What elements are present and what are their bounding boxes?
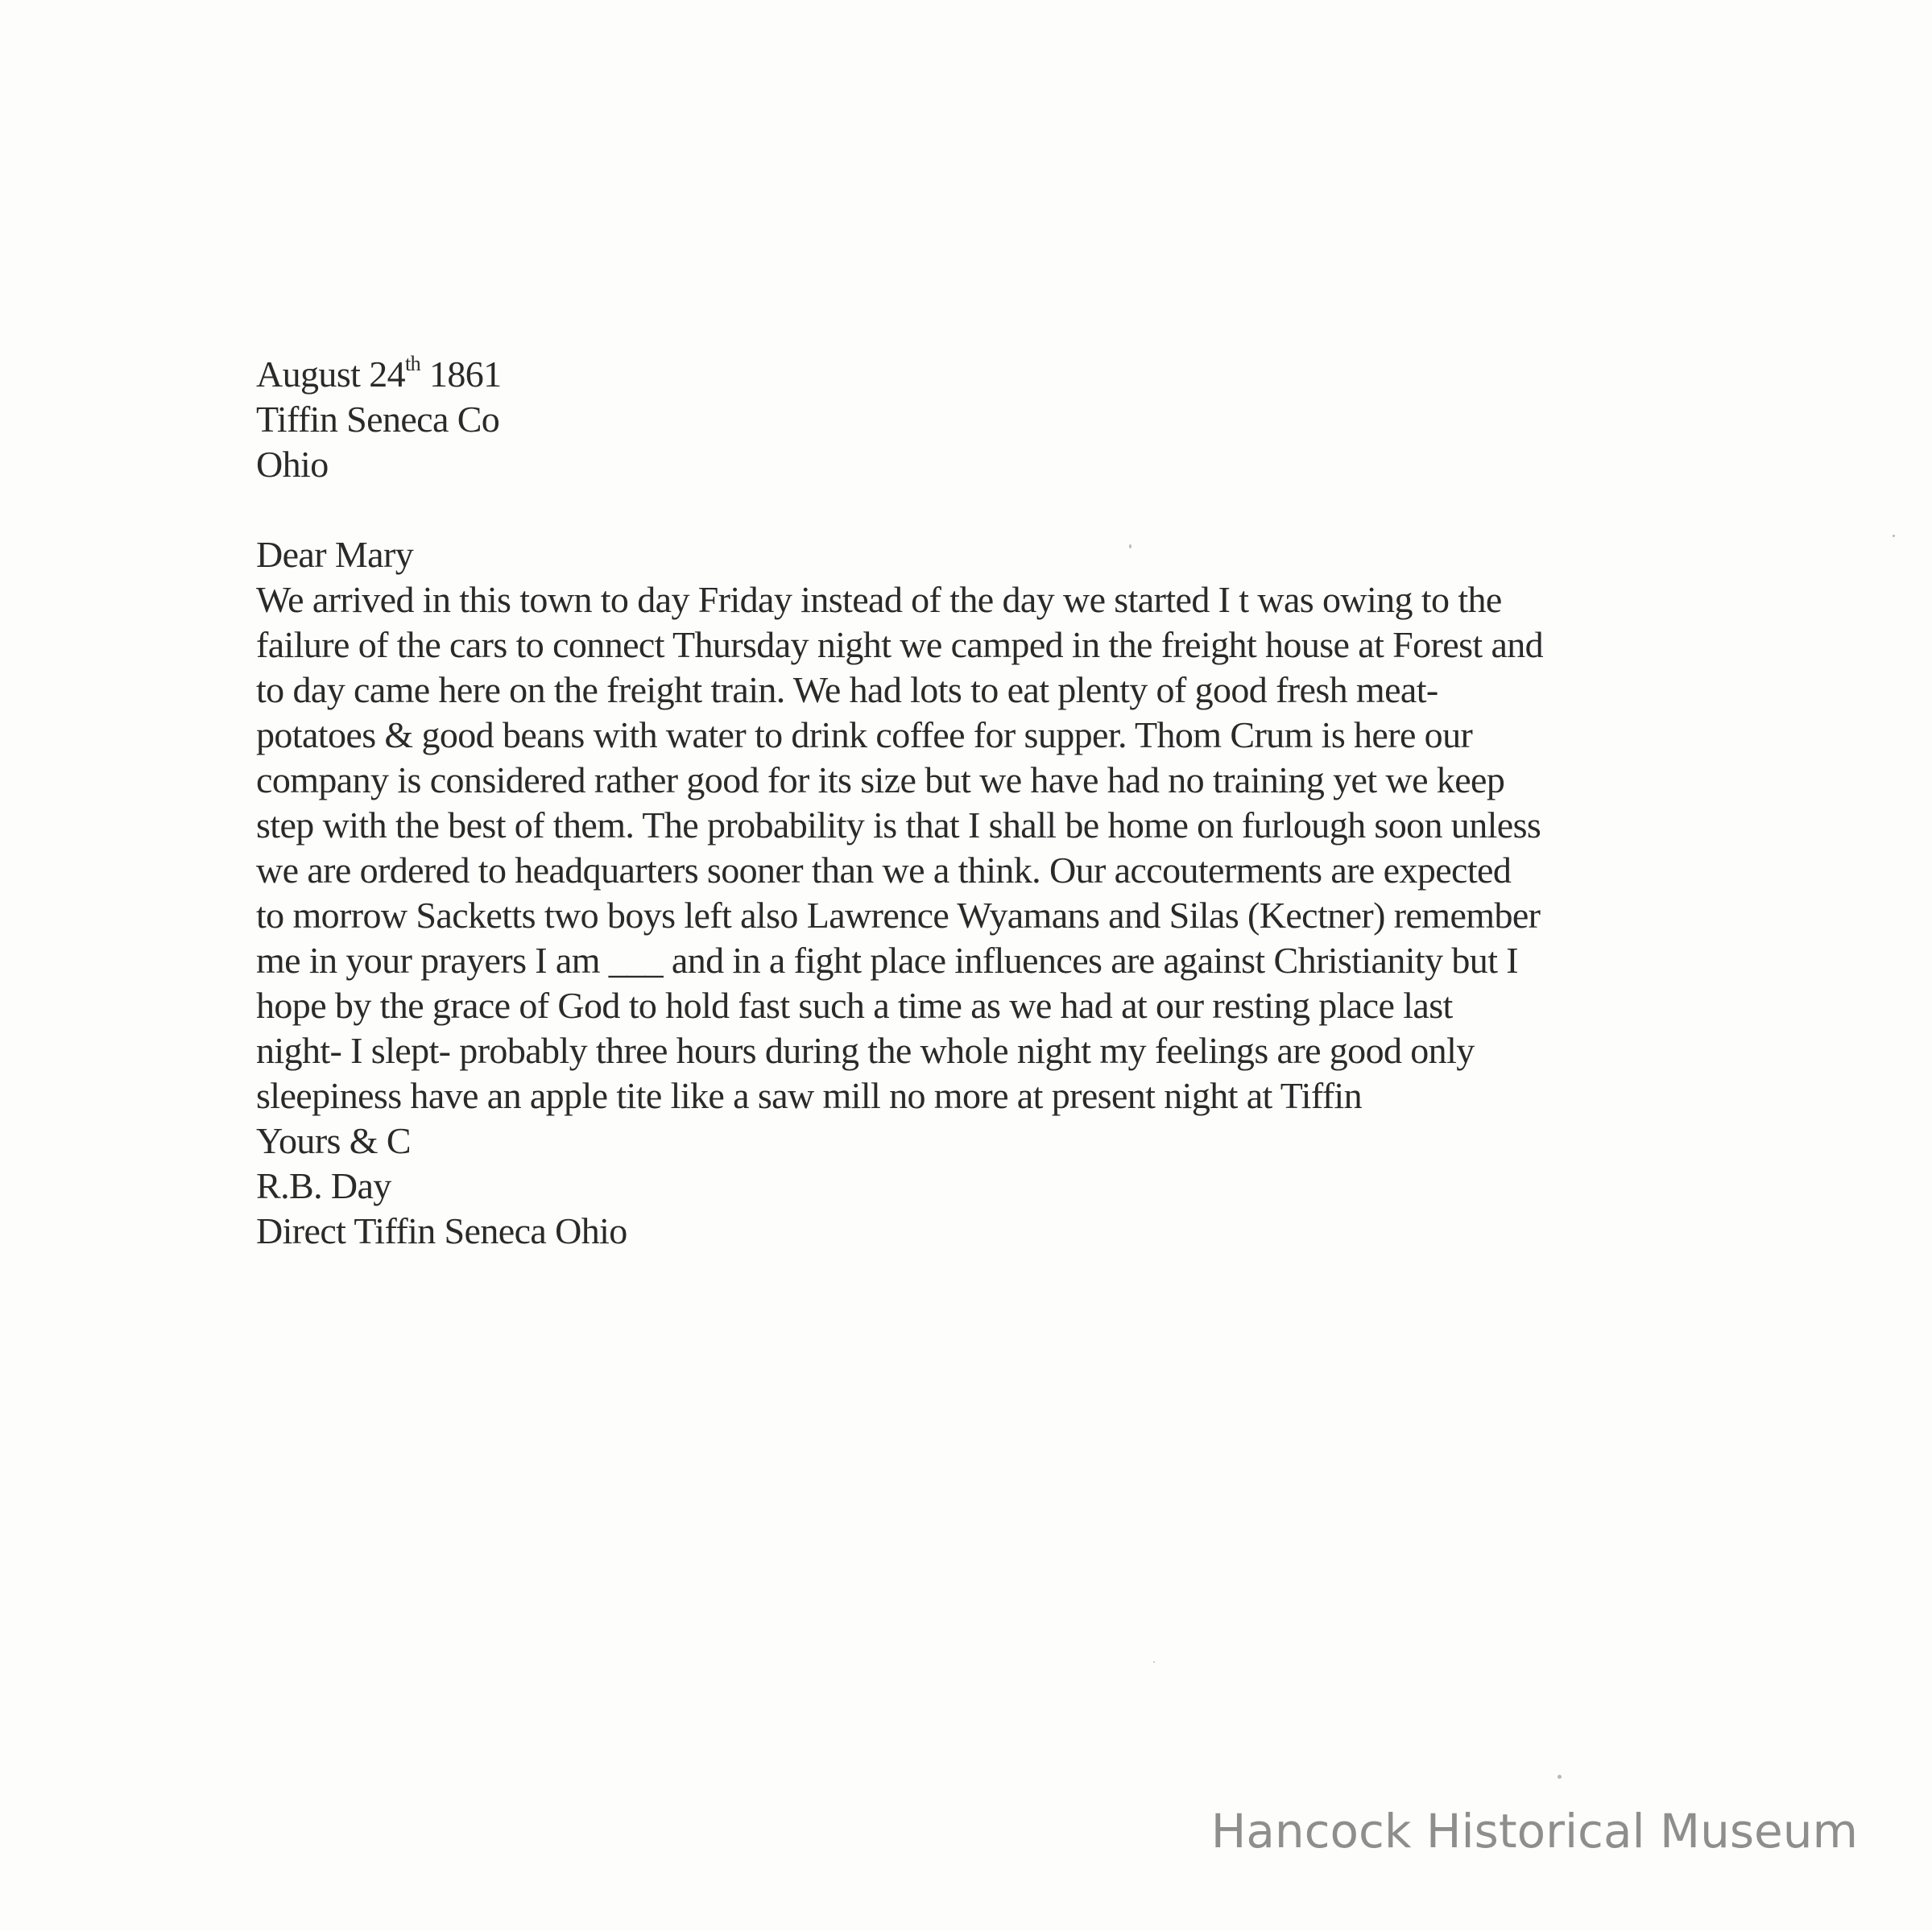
letter-body-line: hope by the grace of God to hold fast such a time as we had at our resting place last	[256, 985, 1453, 1026]
letter-transcription	[256, 352, 1706, 1254]
letter-body-line: step with the best of them. The probability is that I shall be home on furlough soon unless	[256, 804, 1541, 846]
letter-place-line-1: Tiffin Seneca Co	[256, 399, 500, 440]
letter-body-line: to day came here on the freight train. We had lots to eat plenty of good fresh meat-	[256, 669, 1438, 710]
letter-closing: Yours & C	[256, 1120, 411, 1161]
letter-body-line: potatoes & good beans with water to drink coffee for supper. Thom Crum is here our	[256, 714, 1473, 755]
letter-body-line: night- I slept- probably three hours during the whole night my feelings are good only	[256, 1030, 1475, 1071]
date-ordinal-suffix: th	[405, 352, 421, 375]
letter-salutation: Dear Mary	[256, 534, 414, 575]
letter-place-line-2: Ohio	[256, 444, 329, 485]
paper-speck	[1893, 535, 1895, 537]
letter-body-line: failure of the cars to connect Thursday night we camped in the freight house at Forest and	[256, 624, 1544, 665]
letter-direction: Direct Tiffin Seneca Ohio	[256, 1210, 627, 1251]
letter-body-line: we are ordered to headquarters sooner than we a think. Our accouterments are expected	[256, 850, 1512, 891]
letter-signature: R.B. Day	[256, 1165, 391, 1206]
letter-body-line: company is considered rather good for its size but we have had no training yet we keep	[256, 759, 1505, 800]
letter-body-line: sleepiness have an apple tite like a saw mill no more at present night at Tiffin	[256, 1075, 1363, 1116]
paper-speck	[1153, 1661, 1155, 1663]
date-month-day: August 24	[256, 354, 406, 395]
paragraph-spacer	[256, 487, 1706, 532]
date-year: 1861	[428, 354, 502, 395]
letter-body-line: to morrow Sacketts two boys left also Lawrence Wyamans and Silas (Kectner) remember	[256, 895, 1541, 936]
museum-watermark: Hancock Historical Museum	[1210, 1804, 1858, 1859]
paper-speck	[1558, 1775, 1562, 1779]
letter-body-line: me in your prayers I am ___ and in a fight place influences are against Christianity but I	[256, 940, 1519, 981]
paper-speck	[1129, 544, 1131, 548]
letter-date	[256, 352, 1706, 397]
letter-body-line: We arrived in this town to day Friday instead of the day we started I t was owing to the	[256, 579, 1502, 620]
